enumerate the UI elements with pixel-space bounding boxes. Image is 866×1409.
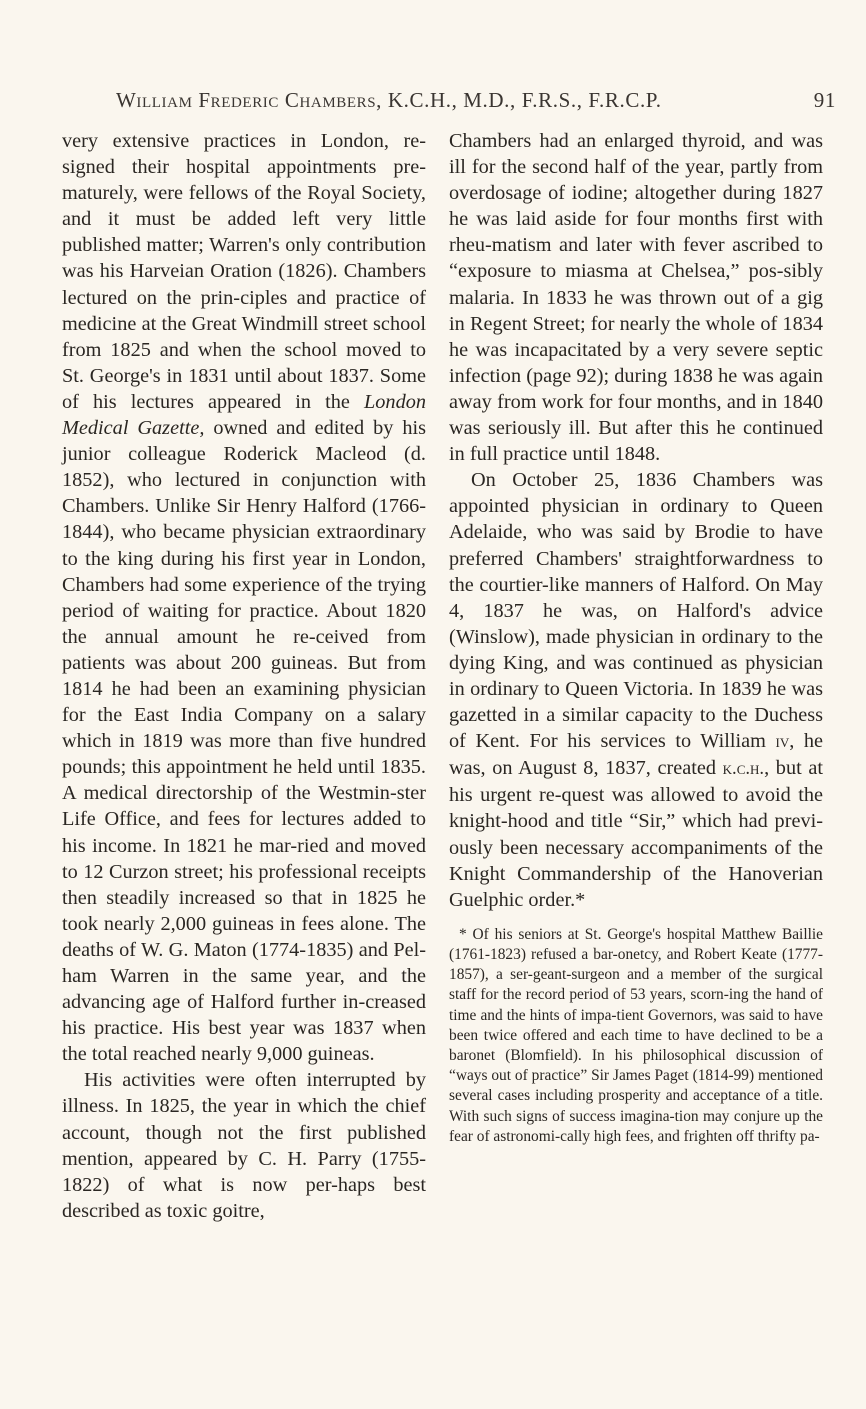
left-p1-text-b: owned and edited by his junior colleague Roderick Macleod (d. 1852), who lectured in conjunction with Chambers. Unlike Sir Henry Halford (1766-1844), who became physician extraordinary to the king during his first year in London, Chambers had some experience of the trying period of waiting for practice. About 1820 the annual amount he re-ceived from patients was about 200 guineas. But from 1814 he had been an examining physician for the East India Company on a salary which in 1819 was more than five hundred pounds; this appointment he held until 1835. A medical directorship of the Westmin-ster Life Office, and fees for lectures added to his income. In 1821 he mar-ried and moved to 12 Curzon street; his professional receipts then steadily increased so that in 1825 he took nearly 2,000 guineas in fees alone. The deaths of W. G. Maton (1774-1835) and Pel-ham Warren in the same year, and the advancing age of Halford further in-creased his practice. His best year was 1837 when the total reached nearly 9,000 guineas. — [62, 417, 426, 1066]
left-p1-text-a: very extensive practices in London, re-signed their hospital appointments pre-maturely, were fellows of the Royal Society, and it must be added left very little published matter; Warren's only contribution was his Harveian Oration (1826). Chambers lectured on the prin-ciples and practice of medicine at the Great Windmill street school from 1825 and when the school moved to St. George's in 1831 until about 1837. Some of his lectures appeared in the — [62, 130, 426, 413]
footnote: * Of his seniors at St. George's hospital Matthew Baillie (1761-1823) refused a bar-onetcy, and Robert Keate (1777-1857), a ser-geant-surgeon and a member of the surgical staff for the record period of 53 years, scorn-ing the hand of time and the hints of impa-tient Governors, was said to have been twice offered and each time to have declined to be a baronet (Blomfield). In his philosophical discussion of “ways out of practice” Sir James Paget (1814-99) mentioned several cases including prosperity and acceptance of a title. With such signs of success imagina-tion may conjure up the fear of astronomi-cally high fees, and frighten off thrifty pa- — [449, 925, 823, 1145]
left-paragraph-2: His activities were often interrupted by illness. In 1825, the year in which the chief account, though not the first published mention, appeared by C. H. Parry (1755-1822) of what is now per-haps best described as toxic goitre, — [62, 1069, 426, 1222]
right-p2-text-a: On October 25, 1836 Chambers was appointed physician in ordinary to Queen Adelaide, who was said by Brodie to have preferred Chambers' straightforwardness to the courtier-like manners of Halford. On May 4, 1837 he was, on Halford's advice (Winslow), made physician in ordinary to the dying King, and was continued as physician in ordinary to Queen Victoria. In 1839 he was gazetted in a similar capacity to the Duchess of Kent. For his services to William — [449, 469, 823, 753]
honour-abbreviation: k.c.h. — [722, 758, 765, 780]
regnal-number: iv — [775, 731, 790, 753]
right-p2-text-c: , but at his urgent re-quest was allowed to avoid the knight-hood and title “Sir,” which had previ-ously been necessary accompaniments of the Knight Commandership of the Hanoverian Guelphic order.* — [449, 757, 824, 911]
right-paragraph-2 — [449, 467, 823, 913]
right-column — [449, 128, 823, 1147]
running-head — [116, 88, 836, 113]
page-number: 91 — [813, 88, 836, 112]
left-paragraph-1 — [62, 128, 426, 1067]
journal-title: London Medical Gazette, — [62, 390, 426, 440]
running-title: William Frederic Chambers, K.C.H., M.D., F.R.S., F.R.C.P. — [116, 88, 662, 112]
right-p2-text-b: , he was, on August 8, 1837, created — [449, 730, 823, 780]
right-paragraph-1: Chambers had an enlarged thyroid, and was ill for the second half of the year, partly from overdosage of iodine; altogether during 1827 he was laid aside for four months first with rheu-matism and later with fever ascribed to “exposure to miasma at Chelsea,” pos-sibly malaria. In 1833 he was thrown out of a gig in Regent Street; for nearly the whole of 1834 he was incapacitated by a very severe septic infection (page 92); during 1838 he was again away from work for four months, and in 1840 was seriously ill. But after this he continued in full practice until 1848. — [449, 130, 823, 466]
left-column — [62, 128, 426, 1224]
